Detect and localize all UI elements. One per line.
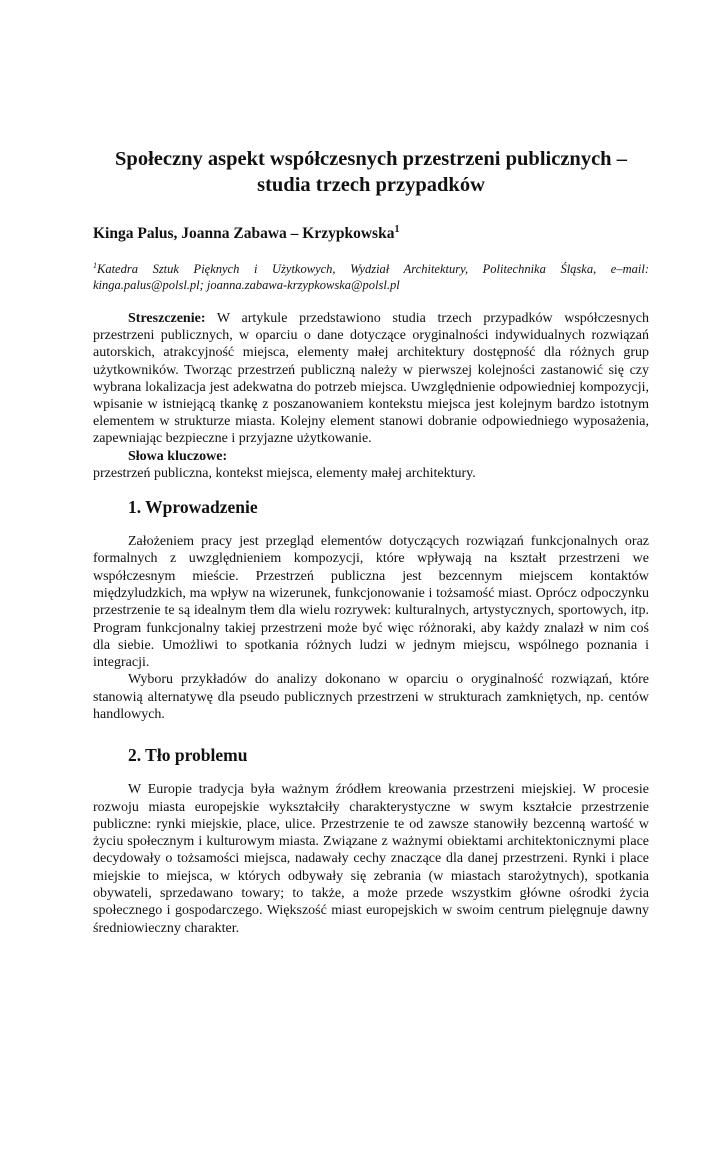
abstract-text: W artykule przedstawiono studia trzech przypadków współczesnych przestrzeni publicznych, w oparciu o dane dotyczące oryginalności indywidualnych rozwiązań autorskich, atrakcyjność miejsca, elementy małej architektury dostępność dla różnych grup użytkowników. Tworząc przestrzeń publiczną należy w pierwszej kolejności zastanowić się czy wybrana lokalizacja jest adekwatna do potrzeb miejsca. Uwzględnienie odpowiedniej kompozycji, wpisanie w istniejącą tkankę z poszanowaniem kontekstu miejsca jest kolejnym bardzo istotnym elementem w strukturze miasta. Kolejny element stanowi dobranie odpowiedniego wyposażenia, zapewniając bezpieczne i przyjazne użytkowanie. — [93, 311, 649, 447]
section-2-heading: 2. Tło problemu — [128, 745, 248, 766]
paper-page — [0, 146, 725, 1170]
abstract-paragraph — [93, 310, 649, 448]
section-1-paragraph-1: Założeniem pracy jest przegląd elementów dotyczących rozwiązań funkcjonalnych oraz formalnych z uwzględnieniem kompozycji, które wpływają na kształt przestrzeni we współczesnym mieście. Przestrzeń publiczna jest bezcennym miejscem kontaktów międzyludzkich, ma wpływ na wizerunek, funkcjonowanie i tożsamość miast. Oprócz odpoczynku przestrzenie te są idealnym tłem dla wielu rozrywek: kulturalnych, artystycznych, sportowych, itp. Program funkcjonalny takiej przestrzeni może być więc różnoraki, aby każdy znalazł w nim coś dla siebie. Umożliwi to spotkania różnych ludzi w jednym miejscu, wspólnego poznania i integracji. — [93, 534, 649, 671]
section-1-paragraph-2: Wyboru przykładów do analizy dokonano w oparciu o oryginalność rozwiązań, które stanowią alternatywę dla pseudo publicznych przestrzeni w strukturach zamkniętych, np. centów handlowych. — [93, 672, 649, 722]
keywords-label: Słowa kluczowe: — [128, 448, 228, 464]
affiliation-mark: 1 — [93, 260, 97, 270]
authors — [93, 224, 649, 244]
affiliation-institution: Katedra Sztuk Pięknych i Użytkowych, Wydział Architektury, Politechnika Śląska, e–mail: — [97, 262, 649, 276]
keywords: przestrzeń publiczna, kontekst miejsca, elementy małej architektury. — [93, 465, 476, 481]
section-2-body — [93, 781, 649, 937]
affiliation-line-1 — [93, 261, 649, 277]
author-footnote-mark: 1 — [394, 223, 400, 235]
affiliation — [93, 261, 649, 293]
abstract-label: Streszczenie: — [128, 311, 206, 326]
section-1-heading: 1. Wprowadzenie — [128, 497, 258, 518]
section-2-paragraph-1: W Europie tradycja była ważnym źródłem kreowania przestrzeni miejskiej. W procesie rozwoju miasta europejskie wykształciły charakterystyczne w swym kształcie przestrzenie publiczne: rynki miejskie, place, ulice. Przestrzenie te od zawsze stanowiły bezcenną wartość w życiu społecznym i kulturowym miasta. Związane z ważnymi obiektami architektonicznymi place decydowały o tożsamości miejsca, nadawały cechy znaczące dla danej przestrzeni. Rynki i place miejskie to miejsca, w których odbywały się zebrania (w miastach starożytnych), spotkania obywateli, sprzedawano towary; to także, a może przede wszystkim główne ośrodki życia społecznego i gospodarczego. Większość miast europejskich w swoim centrum pielęgnuje dawny średniowieczny charakter. — [93, 782, 649, 936]
section-1-body — [93, 533, 649, 723]
abstract — [93, 310, 649, 482]
paper-title — [93, 146, 649, 198]
author-names: Kinga Palus, Joanna Zabawa – Krzypkowska — [93, 225, 395, 242]
title-line-2: studia trzech przypadków — [257, 174, 485, 196]
affiliation-emails: kinga.palus@polsl.pl; joanna.zabawa-krzypkowska@polsl.pl — [93, 278, 400, 292]
title-line-1: Społeczny aspekt współczesnych przestrzeni publicznych – — [115, 148, 627, 170]
